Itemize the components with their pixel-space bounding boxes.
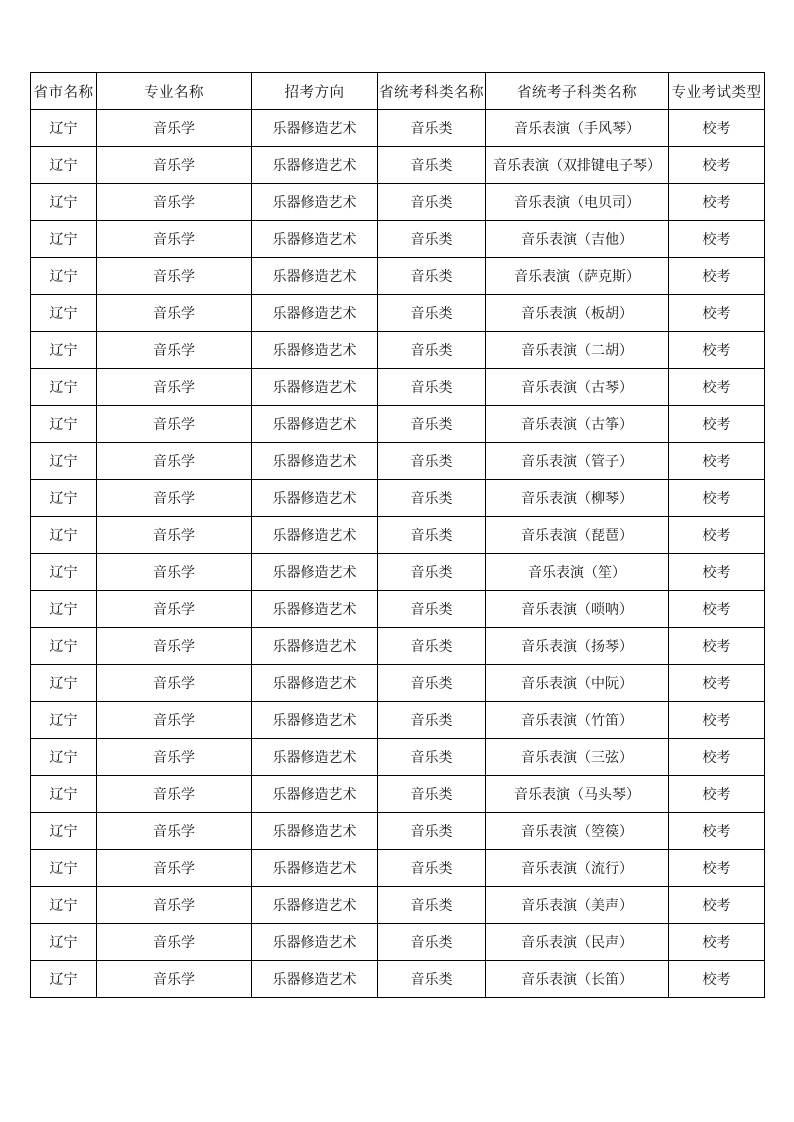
cell-exam-type: 校考	[669, 739, 765, 776]
cell-exam-category: 音乐类	[378, 480, 486, 517]
cell-exam-category: 音乐类	[378, 332, 486, 369]
cell-exam-subcategory: 音乐表演（古琴）	[486, 369, 669, 406]
cell-exam-category: 音乐类	[378, 147, 486, 184]
cell-major: 音乐学	[97, 480, 252, 517]
cell-exam-type: 校考	[669, 369, 765, 406]
header-direction: 招考方向	[252, 73, 378, 110]
cell-direction: 乐器修造艺术	[252, 924, 378, 961]
table-row	[31, 850, 765, 887]
cell-exam-category: 音乐类	[378, 110, 486, 147]
cell-exam-type: 校考	[669, 147, 765, 184]
cell-exam-category: 音乐类	[378, 221, 486, 258]
cell-exam-category: 音乐类	[378, 850, 486, 887]
table-row	[31, 887, 765, 924]
cell-major: 音乐学	[97, 702, 252, 739]
cell-exam-type: 校考	[669, 221, 765, 258]
cell-province: 辽宁	[31, 961, 97, 998]
cell-exam-type: 校考	[669, 776, 765, 813]
cell-exam-type: 校考	[669, 110, 765, 147]
cell-province: 辽宁	[31, 406, 97, 443]
table-row	[31, 110, 765, 147]
cell-direction: 乐器修造艺术	[252, 739, 378, 776]
cell-exam-type: 校考	[669, 295, 765, 332]
cell-exam-category: 音乐类	[378, 443, 486, 480]
cell-exam-subcategory: 音乐表演（电贝司）	[486, 184, 669, 221]
cell-exam-type: 校考	[669, 554, 765, 591]
cell-exam-category: 音乐类	[378, 924, 486, 961]
cell-major: 音乐学	[97, 110, 252, 147]
cell-province: 辽宁	[31, 739, 97, 776]
cell-exam-subcategory: 音乐表演（管子）	[486, 443, 669, 480]
cell-exam-subcategory: 音乐表演（柳琴）	[486, 480, 669, 517]
table-row	[31, 295, 765, 332]
table-row	[31, 369, 765, 406]
cell-province: 辽宁	[31, 332, 97, 369]
cell-exam-category: 音乐类	[378, 776, 486, 813]
cell-major: 音乐学	[97, 813, 252, 850]
cell-direction: 乐器修造艺术	[252, 665, 378, 702]
cell-exam-type: 校考	[669, 924, 765, 961]
cell-exam-category: 音乐类	[378, 628, 486, 665]
cell-direction: 乐器修造艺术	[252, 221, 378, 258]
header-exam-subcategory: 省统考子科类名称	[486, 73, 669, 110]
cell-exam-type: 校考	[669, 628, 765, 665]
cell-exam-type: 校考	[669, 406, 765, 443]
cell-exam-type: 校考	[669, 591, 765, 628]
header-row	[31, 73, 765, 110]
table-row	[31, 406, 765, 443]
header-exam-type: 专业考试类型	[669, 73, 765, 110]
table-row	[31, 961, 765, 998]
cell-exam-category: 音乐类	[378, 665, 486, 702]
cell-province: 辽宁	[31, 665, 97, 702]
cell-province: 辽宁	[31, 776, 97, 813]
cell-major: 音乐学	[97, 887, 252, 924]
cell-direction: 乐器修造艺术	[252, 628, 378, 665]
table-row	[31, 924, 765, 961]
cell-province: 辽宁	[31, 295, 97, 332]
cell-exam-type: 校考	[669, 258, 765, 295]
cell-exam-category: 音乐类	[378, 554, 486, 591]
table-row	[31, 665, 765, 702]
cell-major: 音乐学	[97, 443, 252, 480]
cell-direction: 乐器修造艺术	[252, 258, 378, 295]
table-row	[31, 443, 765, 480]
cell-province: 辽宁	[31, 480, 97, 517]
cell-exam-type: 校考	[669, 961, 765, 998]
cell-exam-subcategory: 音乐表演（吉他）	[486, 221, 669, 258]
cell-exam-category: 音乐类	[378, 258, 486, 295]
cell-major: 音乐学	[97, 258, 252, 295]
cell-exam-subcategory: 音乐表演（萨克斯）	[486, 258, 669, 295]
cell-direction: 乐器修造艺术	[252, 480, 378, 517]
table-row	[31, 739, 765, 776]
cell-exam-type: 校考	[669, 443, 765, 480]
cell-direction: 乐器修造艺术	[252, 295, 378, 332]
cell-exam-type: 校考	[669, 332, 765, 369]
cell-major: 音乐学	[97, 221, 252, 258]
cell-major: 音乐学	[97, 406, 252, 443]
cell-province: 辽宁	[31, 147, 97, 184]
cell-exam-subcategory: 音乐表演（唢呐）	[486, 591, 669, 628]
table-row	[31, 184, 765, 221]
cell-exam-subcategory: 音乐表演（箜篌）	[486, 813, 669, 850]
table-row	[31, 332, 765, 369]
header-exam-category: 省统考科类名称	[378, 73, 486, 110]
cell-province: 辽宁	[31, 887, 97, 924]
cell-exam-subcategory: 音乐表演（双排键电子琴）	[486, 147, 669, 184]
cell-direction: 乐器修造艺术	[252, 702, 378, 739]
cell-exam-type: 校考	[669, 480, 765, 517]
cell-exam-category: 音乐类	[378, 813, 486, 850]
cell-direction: 乐器修造艺术	[252, 554, 378, 591]
cell-direction: 乐器修造艺术	[252, 887, 378, 924]
cell-exam-type: 校考	[669, 813, 765, 850]
cell-exam-type: 校考	[669, 887, 765, 924]
cell-direction: 乐器修造艺术	[252, 961, 378, 998]
table-row	[31, 776, 765, 813]
cell-major: 音乐学	[97, 184, 252, 221]
header-major: 专业名称	[97, 73, 252, 110]
cell-major: 音乐学	[97, 369, 252, 406]
cell-exam-category: 音乐类	[378, 517, 486, 554]
cell-exam-subcategory: 音乐表演（琵琶）	[486, 517, 669, 554]
cell-province: 辽宁	[31, 813, 97, 850]
table-row	[31, 517, 765, 554]
cell-exam-subcategory: 音乐表演（长笛）	[486, 961, 669, 998]
cell-direction: 乐器修造艺术	[252, 776, 378, 813]
cell-exam-subcategory: 音乐表演（扬琴）	[486, 628, 669, 665]
cell-exam-category: 音乐类	[378, 295, 486, 332]
cell-exam-type: 校考	[669, 665, 765, 702]
cell-province: 辽宁	[31, 258, 97, 295]
table-row	[31, 628, 765, 665]
cell-direction: 乐器修造艺术	[252, 813, 378, 850]
cell-exam-category: 音乐类	[378, 369, 486, 406]
cell-exam-type: 校考	[669, 184, 765, 221]
cell-exam-category: 音乐类	[378, 961, 486, 998]
table-row	[31, 147, 765, 184]
cell-exam-category: 音乐类	[378, 702, 486, 739]
cell-major: 音乐学	[97, 961, 252, 998]
cell-exam-category: 音乐类	[378, 184, 486, 221]
cell-exam-subcategory: 音乐表演（民声）	[486, 924, 669, 961]
cell-exam-type: 校考	[669, 517, 765, 554]
table-row	[31, 702, 765, 739]
cell-exam-subcategory: 音乐表演（三弦）	[486, 739, 669, 776]
cell-direction: 乐器修造艺术	[252, 850, 378, 887]
table-row	[31, 591, 765, 628]
cell-exam-subcategory: 音乐表演（中阮）	[486, 665, 669, 702]
cell-direction: 乐器修造艺术	[252, 332, 378, 369]
cell-province: 辽宁	[31, 110, 97, 147]
cell-exam-type: 校考	[669, 702, 765, 739]
cell-direction: 乐器修造艺术	[252, 369, 378, 406]
cell-major: 音乐学	[97, 591, 252, 628]
admissions-table	[30, 72, 765, 998]
header-province: 省市名称	[31, 73, 97, 110]
cell-province: 辽宁	[31, 443, 97, 480]
cell-province: 辽宁	[31, 702, 97, 739]
cell-exam-subcategory: 音乐表演（手风琴）	[486, 110, 669, 147]
cell-province: 辽宁	[31, 221, 97, 258]
cell-province: 辽宁	[31, 591, 97, 628]
cell-exam-subcategory: 音乐表演（马头琴）	[486, 776, 669, 813]
cell-major: 音乐学	[97, 850, 252, 887]
cell-major: 音乐学	[97, 554, 252, 591]
cell-exam-category: 音乐类	[378, 739, 486, 776]
cell-major: 音乐学	[97, 924, 252, 961]
table-row	[31, 221, 765, 258]
cell-direction: 乐器修造艺术	[252, 443, 378, 480]
table-row	[31, 480, 765, 517]
cell-exam-subcategory: 音乐表演（二胡）	[486, 332, 669, 369]
cell-exam-type: 校考	[669, 850, 765, 887]
cell-province: 辽宁	[31, 517, 97, 554]
cell-exam-subcategory: 音乐表演（笙）	[486, 554, 669, 591]
cell-major: 音乐学	[97, 776, 252, 813]
cell-major: 音乐学	[97, 295, 252, 332]
cell-exam-subcategory: 音乐表演（竹笛）	[486, 702, 669, 739]
cell-major: 音乐学	[97, 147, 252, 184]
cell-major: 音乐学	[97, 332, 252, 369]
cell-direction: 乐器修造艺术	[252, 147, 378, 184]
cell-major: 音乐学	[97, 739, 252, 776]
cell-direction: 乐器修造艺术	[252, 517, 378, 554]
table-row	[31, 258, 765, 295]
cell-direction: 乐器修造艺术	[252, 184, 378, 221]
cell-direction: 乐器修造艺术	[252, 591, 378, 628]
cell-direction: 乐器修造艺术	[252, 406, 378, 443]
cell-exam-subcategory: 音乐表演（美声）	[486, 887, 669, 924]
cell-province: 辽宁	[31, 369, 97, 406]
cell-major: 音乐学	[97, 665, 252, 702]
table-row	[31, 554, 765, 591]
cell-major: 音乐学	[97, 628, 252, 665]
table-row	[31, 813, 765, 850]
cell-exam-subcategory: 音乐表演（板胡）	[486, 295, 669, 332]
cell-exam-subcategory: 音乐表演（流行）	[486, 850, 669, 887]
cell-exam-category: 音乐类	[378, 591, 486, 628]
cell-major: 音乐学	[97, 517, 252, 554]
cell-province: 辽宁	[31, 628, 97, 665]
cell-province: 辽宁	[31, 924, 97, 961]
cell-direction: 乐器修造艺术	[252, 110, 378, 147]
cell-exam-category: 音乐类	[378, 406, 486, 443]
cell-province: 辽宁	[31, 554, 97, 591]
cell-province: 辽宁	[31, 850, 97, 887]
cell-exam-category: 音乐类	[378, 887, 486, 924]
cell-exam-subcategory: 音乐表演（古筝）	[486, 406, 669, 443]
cell-province: 辽宁	[31, 184, 97, 221]
